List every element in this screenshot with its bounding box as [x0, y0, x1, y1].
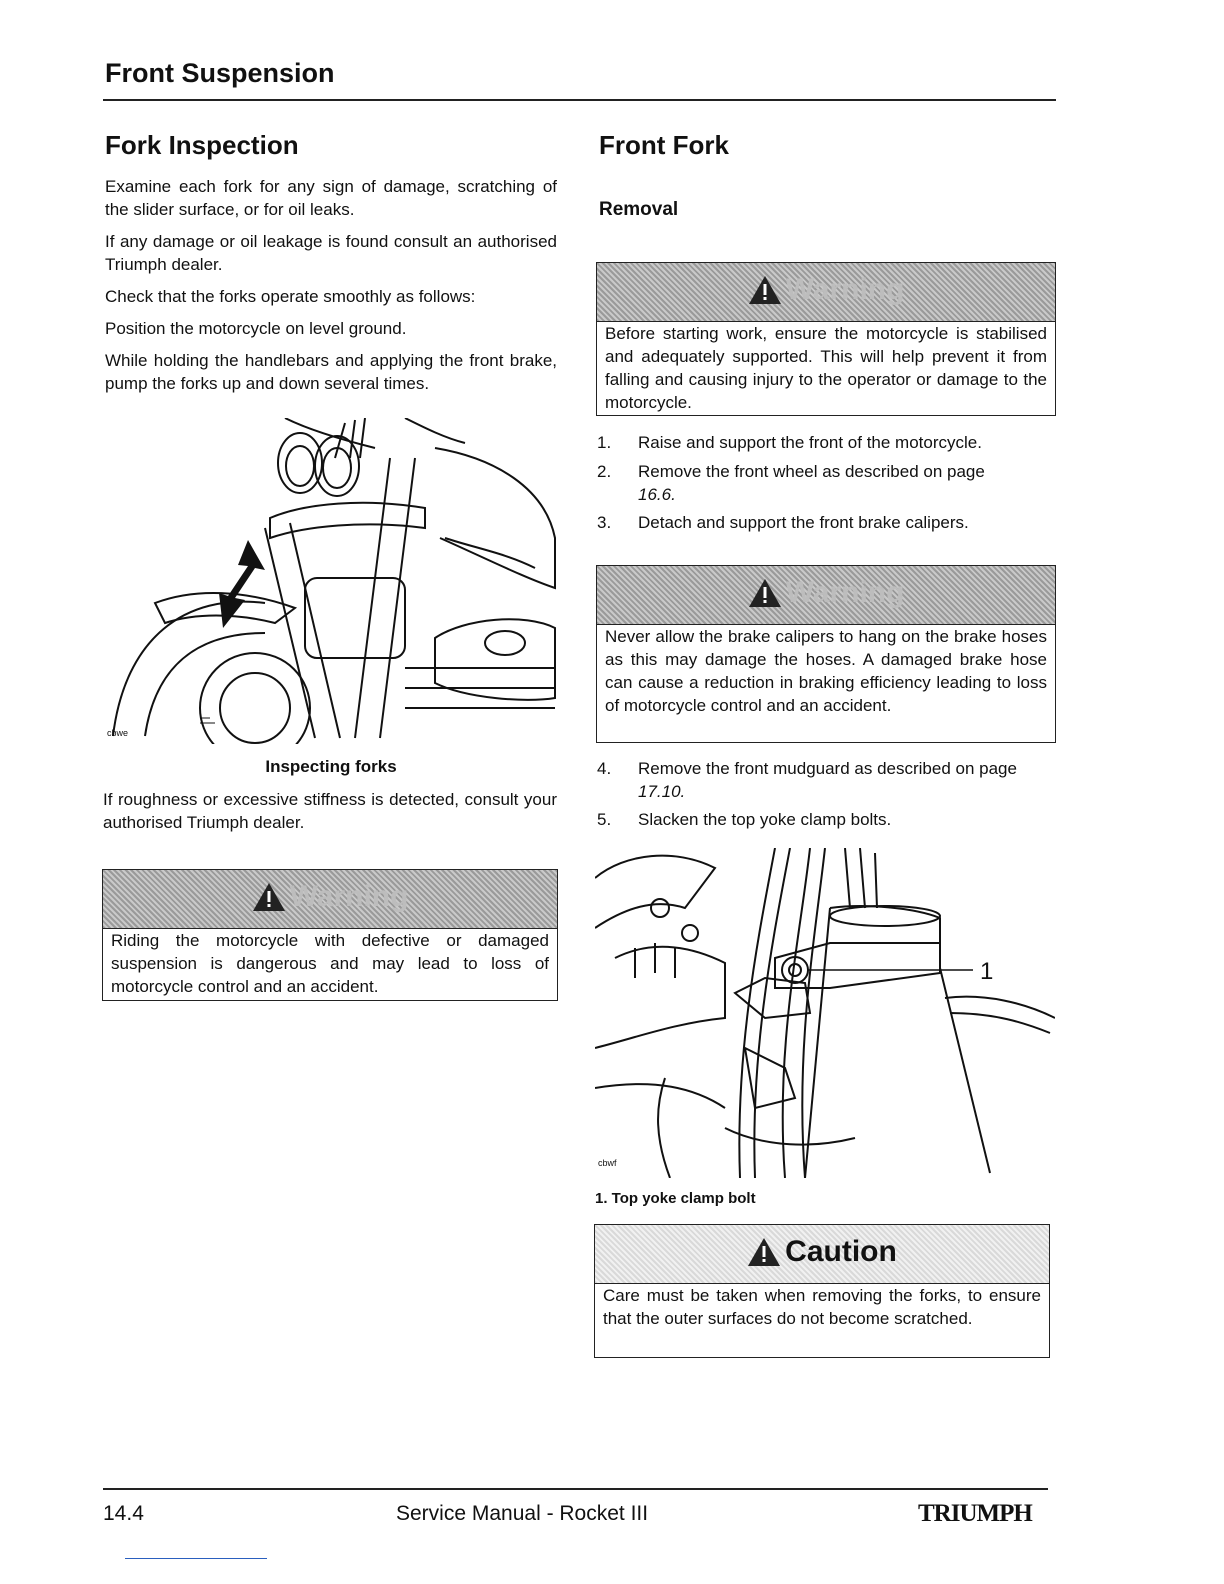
figure-caption: Inspecting forks — [265, 757, 397, 776]
warning-text: Riding the motorcycle with defective or damaged suspension is dangerous and may lead to loss of motorcycle control and an accident. — [111, 931, 549, 996]
top-yoke-figure — [595, 848, 1055, 1178]
figure-code: cbwe — [107, 728, 129, 738]
step-number: 1. — [597, 433, 612, 452]
steps-list — [597, 757, 1053, 837]
triumph-logo: TRIUMPH — [918, 1500, 1032, 1527]
warning-label-text: Warning — [289, 880, 409, 913]
warning-triangle-icon — [748, 275, 782, 305]
step-number: 5. — [597, 810, 612, 829]
manual-title: Service Manual - Rocket III — [396, 1502, 649, 1525]
top-yoke-illustration — [595, 848, 1055, 1178]
warning-label — [103, 880, 557, 914]
warning-text: Before starting work, ensure the motorcycle is stabilised and adequately supported. This will help prevent it from falling and causing injury to the operator or damage to the motorcycle. — [605, 324, 1047, 412]
step-number: 4. — [597, 759, 612, 778]
step-text: Remove the front wheel as described on page — [638, 462, 985, 481]
fork-inspection-heading: Fork Inspection — [105, 130, 299, 160]
footer-link-underline — [125, 1558, 267, 1559]
paragraph: Check that the forks operate smoothly as follows: — [105, 287, 476, 306]
warning-triangle-icon — [748, 578, 782, 608]
paragraph: If any damage or oil leakage is found consult an authorised Triumph dealer. — [105, 232, 557, 274]
warning-text: Never allow the brake calipers to hang on the brake hoses as this may damage the hoses. A damaged brake hose can cause a reduction in braking efficiency leading to loss of motorcycle control and an accident. — [605, 627, 1047, 715]
warning-box — [596, 262, 1056, 416]
caution-text: Care must be taken when removing the forks, to ensure that the outer surfaces do not become scratched. — [603, 1286, 1041, 1328]
inspecting-forks-figure — [105, 418, 557, 744]
front-fork-heading: Front Fork — [599, 130, 729, 160]
figure-code: cbwf — [598, 1158, 617, 1168]
step-number: 3. — [597, 513, 612, 532]
warning-box — [102, 869, 558, 1001]
page-number: 14.4 — [103, 1502, 144, 1525]
caution-label — [595, 1235, 1049, 1269]
step-text: Raise and support the front of the motorcycle. — [638, 433, 982, 452]
header-rule — [103, 99, 1056, 101]
paragraph: Examine each fork for any sign of damage, scratching of the slider surface, or for oil leaks. — [105, 177, 557, 219]
paragraph: If roughness or excessive stiffness is detected, consult your authorised Triumph dealer. — [103, 790, 557, 832]
section-title: Front Suspension — [105, 58, 335, 88]
warning-label — [597, 576, 1055, 610]
warning-box — [596, 565, 1056, 743]
removal-subheading: Removal — [599, 199, 679, 220]
caution-box — [594, 1224, 1050, 1358]
caution-triangle-icon — [747, 1237, 781, 1267]
warning-label — [597, 273, 1055, 307]
page-reference: 17.10. — [638, 782, 686, 801]
paragraph: While holding the handlebars and applying the front brake, pump the forks up and down several times. — [105, 351, 557, 393]
callout-number: 1 — [980, 958, 994, 985]
figure-caption: 1. Top yoke clamp bolt — [595, 1190, 756, 1207]
motorcycle-front-illustration — [105, 418, 557, 744]
warning-label-text: Warning — [785, 576, 905, 609]
warning-label-text: Warning — [785, 273, 905, 306]
warning-triangle-icon — [252, 882, 286, 912]
step-text: Remove the front mudguard as described on page — [638, 759, 1017, 778]
step-text: Slacken the top yoke clamp bolts. — [638, 810, 892, 829]
step-number: 2. — [597, 462, 612, 481]
paragraph: Position the motorcycle on level ground. — [105, 319, 407, 338]
footer-rule — [103, 1488, 1048, 1490]
caution-label-text: Caution — [785, 1235, 897, 1268]
step-text: Detach and support the front brake calipers. — [638, 513, 969, 532]
steps-list — [597, 431, 1053, 541]
page-reference: 16.6. — [638, 485, 676, 504]
